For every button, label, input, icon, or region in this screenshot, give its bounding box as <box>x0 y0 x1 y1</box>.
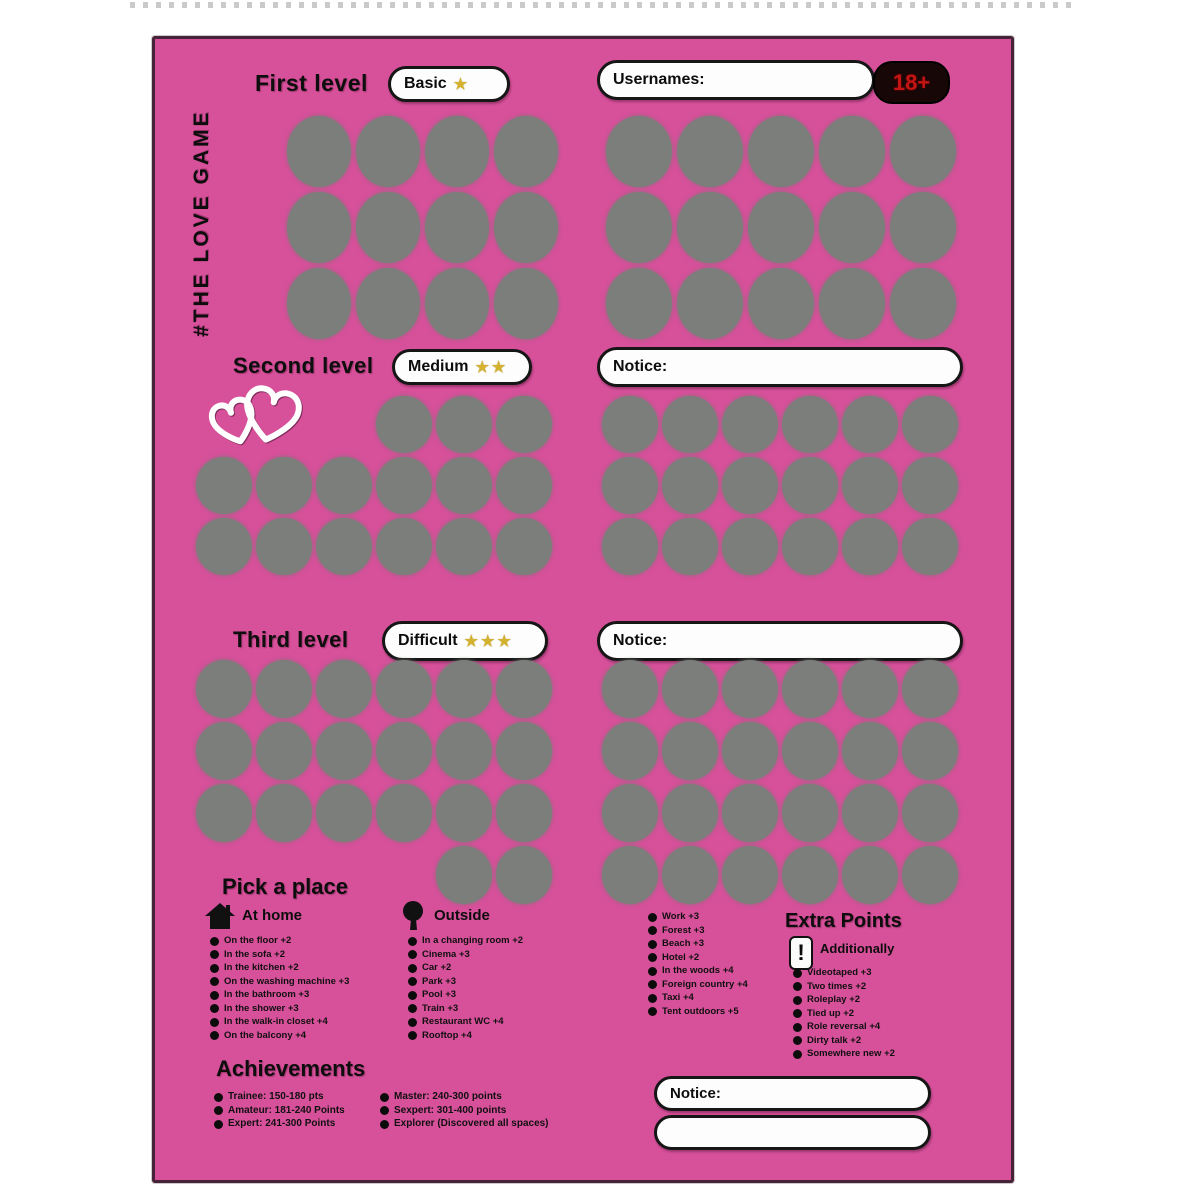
place-item-home <box>210 936 405 946</box>
scratch-circle[interactable] <box>782 660 838 718</box>
scratch-circle[interactable] <box>287 116 351 187</box>
place-item-home-label: In the bathroom +3 <box>224 989 310 1000</box>
scratch-circle[interactable] <box>256 457 312 514</box>
scratch-circle[interactable] <box>496 722 552 780</box>
achievement-item-label: Explorer (Discovered all spaces) <box>394 1118 549 1129</box>
level3-stars-icon: ★★★ <box>464 633 514 650</box>
scratch-circle[interactable] <box>602 518 658 575</box>
place-item-more-label: Hotel +2 <box>662 951 700 963</box>
level1-label: First level <box>255 70 368 96</box>
extra-point-item <box>793 1022 953 1032</box>
extra-point-item <box>793 995 953 1005</box>
at-home-heading: At home <box>242 907 302 924</box>
bullet-icon <box>214 1106 223 1115</box>
level3-difficulty-label: Difficult <box>398 632 458 649</box>
level1-difficulty-pill <box>388 66 510 102</box>
place-item-home <box>210 950 405 960</box>
place-item-home <box>210 990 405 1000</box>
place-item-outside-label: Train +3 <box>422 1002 459 1014</box>
scratch-circle[interactable] <box>662 660 718 718</box>
scratch-circle[interactable] <box>496 784 552 842</box>
scratch-circle[interactable] <box>842 722 898 780</box>
scratch-circle[interactable] <box>602 396 658 453</box>
bullet-icon <box>380 1106 389 1115</box>
scratch-circle[interactable] <box>722 396 778 453</box>
achievements-column-1 <box>214 1092 379 1133</box>
scratch-circle[interactable] <box>602 846 658 904</box>
place-item-outside <box>408 936 598 946</box>
scratch-circle[interactable] <box>436 457 492 514</box>
place-item-more-label: Beach +3 <box>662 938 704 949</box>
scratch-circle[interactable] <box>436 396 492 453</box>
place-item-home-label: On the balcony +4 <box>224 1029 307 1041</box>
extra-points-title: Extra Points <box>785 910 902 932</box>
scratch-circle[interactable] <box>842 518 898 575</box>
scratch-circle[interactable] <box>902 396 958 453</box>
level3-difficulty-pill <box>382 621 548 661</box>
level2-difficulty-pill <box>392 349 532 385</box>
place-item-home-label: In the shower +3 <box>224 1002 299 1014</box>
scratch-circle[interactable] <box>287 268 351 339</box>
bullet-icon <box>210 991 219 1000</box>
scratch-circle[interactable] <box>196 784 252 842</box>
bullet-icon <box>210 1031 219 1040</box>
scratch-circle[interactable] <box>256 660 312 718</box>
place-item-more-label: Tent outdoors +5 <box>662 1005 739 1017</box>
level3-label: Third level <box>233 627 349 652</box>
place-item-more-label: Taxi +4 <box>662 992 694 1003</box>
extra-point-item <box>793 982 953 992</box>
bullet-icon <box>408 991 417 1000</box>
bullet-icon <box>408 950 417 959</box>
scratch-circle[interactable] <box>819 268 885 339</box>
scratch-circle[interactable] <box>494 268 558 339</box>
level3-right-scratch-grid <box>602 660 958 908</box>
scratch-circle[interactable] <box>722 660 778 718</box>
level1-right-scratch-grid <box>606 116 956 344</box>
place-item-more <box>648 912 788 922</box>
scratch-circle[interactable] <box>748 192 814 263</box>
bullet-icon <box>210 977 219 986</box>
place-item-more <box>648 939 788 949</box>
scratch-circle[interactable] <box>316 518 372 575</box>
scratch-circle[interactable] <box>602 660 658 718</box>
place-item-home <box>210 1031 405 1041</box>
bullet-icon <box>210 937 219 946</box>
scratch-circle[interactable] <box>496 396 552 453</box>
bullet-icon <box>793 996 802 1005</box>
bullet-icon <box>648 953 657 962</box>
extra-point-item-label: Two times +2 <box>807 980 867 992</box>
level2-left-scratch-grid <box>196 396 552 579</box>
scratch-circle[interactable] <box>436 846 492 904</box>
place-item-more-label: Work +3 <box>662 911 700 922</box>
level1-difficulty-label: Basic <box>404 75 447 92</box>
place-item-more <box>648 926 788 936</box>
vertical-game-title: #THE LOVE GAME <box>190 109 213 337</box>
scratch-circle[interactable] <box>356 192 420 263</box>
place-item-outside <box>408 1017 598 1027</box>
bullet-icon <box>214 1093 223 1102</box>
place-item-outside-label: Cinema +3 <box>422 948 470 960</box>
scratch-circle[interactable] <box>662 784 718 842</box>
outside-heading: Outside <box>434 907 490 924</box>
extra-point-item <box>793 1009 953 1019</box>
level3-notice-field[interactable] <box>597 621 963 661</box>
bullet-icon <box>648 940 657 949</box>
scratch-circle[interactable] <box>842 396 898 453</box>
place-item-home-label: On the washing machine +3 <box>224 975 350 987</box>
bullet-icon <box>210 1004 219 1013</box>
place-item-home-label: In the walk-in closet +4 <box>224 1016 328 1027</box>
scratch-circle[interactable] <box>677 268 743 339</box>
bullet-icon <box>648 913 657 922</box>
place-item-more <box>648 1007 788 1017</box>
bullet-icon <box>648 967 657 976</box>
scratch-circle[interactable] <box>842 457 898 514</box>
bullet-icon <box>210 964 219 973</box>
scratch-circle[interactable] <box>606 268 672 339</box>
place-item-outside-label: In a changing room +2 <box>422 935 524 946</box>
place-item-home-label: On the floor +2 <box>224 935 292 946</box>
scratch-circle[interactable] <box>782 457 838 514</box>
bullet-icon <box>210 950 219 959</box>
bullet-icon <box>648 926 657 935</box>
place-item-outside-label: Car +2 <box>422 962 452 973</box>
bullet-icon <box>408 1018 417 1027</box>
place-item-outside-label: Rooftop +4 <box>422 1029 472 1041</box>
scratch-circle[interactable] <box>256 722 312 780</box>
scratch-circle[interactable] <box>782 722 838 780</box>
scratch-circle[interactable] <box>436 660 492 718</box>
scratch-circle[interactable] <box>196 518 252 575</box>
place-item-more-label: In the woods +4 <box>662 965 734 976</box>
bullet-icon <box>408 937 417 946</box>
extra-point-item <box>793 1036 953 1046</box>
scratch-circle[interactable] <box>819 116 885 187</box>
scratch-circle[interactable] <box>316 660 372 718</box>
achievement-item-label: Master: 240-300 points <box>394 1091 502 1102</box>
place-item-more-label: Forest +3 <box>662 924 705 936</box>
more-places-list <box>648 912 788 1020</box>
extra-point-item <box>793 1049 953 1059</box>
at-home-list <box>210 936 405 1044</box>
scratch-circle[interactable] <box>376 784 432 842</box>
scratch-circle[interactable] <box>902 518 958 575</box>
place-item-outside <box>408 1031 598 1041</box>
scratch-circle[interactable] <box>662 518 718 575</box>
scratch-circle[interactable] <box>376 457 432 514</box>
bottom-notice-field[interactable] <box>654 1076 931 1111</box>
place-item-more <box>648 993 788 1003</box>
scratch-circle[interactable] <box>376 396 432 453</box>
scratch-circle[interactable] <box>196 660 252 718</box>
bullet-icon <box>214 1120 223 1129</box>
scratch-circle[interactable] <box>890 116 956 187</box>
bullet-icon <box>793 1050 802 1059</box>
scratch-circle[interactable] <box>316 784 372 842</box>
bullet-icon <box>648 980 657 989</box>
achievement-item <box>380 1106 620 1116</box>
bullet-icon <box>380 1120 389 1129</box>
scratch-circle[interactable] <box>436 784 492 842</box>
level2-difficulty-label: Medium <box>408 358 469 375</box>
bullet-icon <box>408 977 417 986</box>
achievement-item-label: Expert: 241-300 Points <box>228 1118 336 1129</box>
bullet-icon <box>210 1018 219 1027</box>
scratch-circle[interactable] <box>256 784 312 842</box>
scratch-circle[interactable] <box>356 116 420 187</box>
scratch-circle[interactable] <box>782 784 838 842</box>
bullet-icon <box>648 994 657 1003</box>
scratch-circle[interactable] <box>890 192 956 263</box>
scratch-circle[interactable] <box>376 722 432 780</box>
achievements-title: Achievements <box>216 1056 366 1081</box>
scratch-circle[interactable] <box>722 846 778 904</box>
scratch-circle[interactable] <box>436 722 492 780</box>
place-item-more <box>648 966 788 976</box>
scratch-circle[interactable] <box>902 846 958 904</box>
bottom-notice-label: Notice: <box>670 1085 721 1102</box>
level2-right-scratch-grid <box>602 396 958 579</box>
scratch-circle[interactable] <box>748 268 814 339</box>
scratch-circle[interactable] <box>902 660 958 718</box>
tree-icon <box>400 900 427 931</box>
level2-notice-field[interactable] <box>597 347 963 387</box>
scratch-circle[interactable] <box>376 660 432 718</box>
scratch-circle[interactable] <box>662 846 718 904</box>
bullet-icon <box>408 1031 417 1040</box>
achievement-item <box>214 1106 379 1116</box>
scratch-circle[interactable] <box>722 457 778 514</box>
scratch-circle[interactable] <box>819 192 885 263</box>
scratch-circle[interactable] <box>496 660 552 718</box>
usernames-field-label: Usernames: <box>613 71 705 88</box>
scratch-circle[interactable] <box>722 722 778 780</box>
extra-point-item <box>793 968 953 978</box>
level3-notice-label: Notice: <box>613 632 668 649</box>
usernames-field[interactable] <box>597 60 875 100</box>
scratch-circle[interactable] <box>842 660 898 718</box>
scratch-circle[interactable] <box>316 457 372 514</box>
achievement-item-label: Sexpert: 301-400 points <box>394 1104 507 1116</box>
scratch-circle[interactable] <box>425 268 489 339</box>
scratch-circle[interactable] <box>496 518 552 575</box>
scratch-circle[interactable] <box>436 518 492 575</box>
scratch-circle[interactable] <box>662 457 718 514</box>
bullet-icon <box>793 1023 802 1032</box>
place-item-outside <box>408 950 598 960</box>
place-item-outside <box>408 990 598 1000</box>
place-item-outside <box>408 1004 598 1014</box>
place-item-outside-label: Restaurant WC +4 <box>422 1016 504 1027</box>
scratch-circle[interactable] <box>842 846 898 904</box>
scratch-circle[interactable] <box>316 722 372 780</box>
scratch-circle[interactable] <box>842 784 898 842</box>
level1-left-scratch-grid <box>287 116 558 344</box>
scratch-circle[interactable] <box>196 722 252 780</box>
place-item-home <box>210 963 405 973</box>
extra-points-list <box>793 968 953 1063</box>
additionally-heading: Additionally <box>820 941 895 956</box>
scratch-circle[interactable] <box>677 192 743 263</box>
scratch-circle[interactable] <box>496 457 552 514</box>
scratch-circle[interactable] <box>287 192 351 263</box>
home-icon <box>204 902 236 930</box>
level1-stars-icon: ★ <box>453 76 471 93</box>
level3-left-scratch-grid <box>196 660 552 908</box>
bullet-icon <box>793 1009 802 1018</box>
extra-point-item-label: Tied up +2 <box>807 1007 855 1019</box>
place-item-home <box>210 1017 405 1027</box>
scratch-circle[interactable] <box>782 518 838 575</box>
place-item-home-label: In the sofa +2 <box>224 948 285 960</box>
scratch-circle[interactable] <box>748 116 814 187</box>
bullet-icon <box>793 969 802 978</box>
bullet-icon <box>380 1093 389 1102</box>
scratch-circle[interactable] <box>425 116 489 187</box>
bullet-icon <box>648 1007 657 1016</box>
scratch-circle[interactable] <box>494 116 558 187</box>
bullet-icon <box>408 1004 417 1013</box>
level2-label: Second level <box>233 353 374 378</box>
scratch-circle[interactable] <box>606 116 672 187</box>
place-item-outside-label: Park +3 <box>422 975 457 987</box>
extra-point-item-label: Somewhere new +2 <box>807 1048 895 1059</box>
achievement-item-label: Amateur: 181-240 Points <box>228 1104 345 1116</box>
scratch-circle[interactable] <box>890 268 956 339</box>
bullet-icon <box>793 1036 802 1045</box>
scratch-circle[interactable] <box>722 784 778 842</box>
pick-a-place-title: Pick a place <box>222 874 348 899</box>
extra-point-item-label: Dirty talk +2 <box>807 1034 862 1046</box>
place-item-home <box>210 1004 405 1014</box>
achievement-item-label: Trainee: 150-180 pts <box>228 1091 324 1102</box>
level2-notice-label: Notice: <box>613 358 668 375</box>
age-18plus-badge: 18+ <box>873 61 950 104</box>
place-item-more <box>648 953 788 963</box>
scratch-circle[interactable] <box>425 192 489 263</box>
scratch-circle[interactable] <box>722 518 778 575</box>
scratch-circle[interactable] <box>494 192 558 263</box>
scratch-circle[interactable] <box>602 722 658 780</box>
place-item-outside-label: Pool +3 <box>422 989 457 1000</box>
achievements-column-2 <box>380 1092 620 1133</box>
scratch-circle[interactable] <box>662 722 718 780</box>
place-item-home-label: In the kitchen +2 <box>224 962 299 973</box>
scratch-circle[interactable] <box>902 457 958 514</box>
scratch-circle[interactable] <box>606 192 672 263</box>
achievement-item <box>380 1119 620 1129</box>
scratch-circle[interactable] <box>782 396 838 453</box>
scratch-circle[interactable] <box>602 784 658 842</box>
level2-stars-icon: ★★ <box>475 359 509 376</box>
extra-point-item-label: Roleplay +2 <box>807 994 861 1005</box>
extra-point-item-label: Videotaped +3 <box>807 967 872 978</box>
scratch-circle[interactable] <box>902 784 958 842</box>
achievement-item <box>380 1092 620 1102</box>
bullet-icon <box>408 964 417 973</box>
achievement-item <box>214 1119 379 1129</box>
scratch-circle[interactable] <box>496 846 552 904</box>
scratch-circle[interactable] <box>662 396 718 453</box>
place-item-outside <box>408 963 598 973</box>
bullet-icon <box>793 982 802 991</box>
achievement-item <box>214 1092 379 1102</box>
extra-point-item-label: Role reversal +4 <box>807 1021 881 1032</box>
scratch-circle[interactable] <box>902 722 958 780</box>
bottom-blank-field[interactable] <box>654 1115 931 1150</box>
scratch-circle[interactable] <box>782 846 838 904</box>
scratch-circle[interactable] <box>196 457 252 514</box>
outside-list <box>408 936 598 1044</box>
scratch-circle[interactable] <box>602 457 658 514</box>
place-item-more <box>648 980 788 990</box>
place-item-home <box>210 977 405 987</box>
scratch-circle[interactable] <box>677 116 743 187</box>
print-speckle-line <box>130 2 1075 8</box>
scratch-circle[interactable] <box>256 518 312 575</box>
place-item-more-label: Foreign country +4 <box>662 978 748 990</box>
place-item-outside <box>408 977 598 987</box>
scratch-circle[interactable] <box>376 518 432 575</box>
exclamation-icon: ! <box>789 936 813 970</box>
scratch-circle[interactable] <box>356 268 420 339</box>
